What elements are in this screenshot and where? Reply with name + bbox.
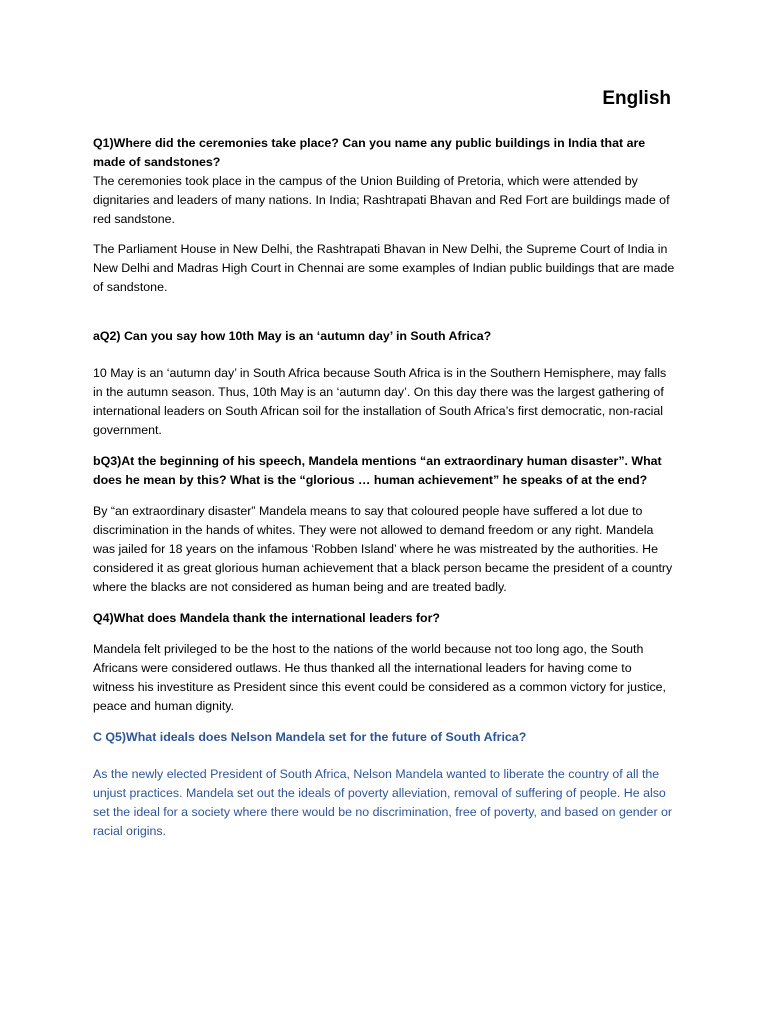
answer-1-paragraph-1: The ceremonies took place in the campus of the Union Building of Pretoria, which were attended by dignitaries and leaders of many nations. In India; Rashtrapati Bhavan and Red Fort are buildings made of red sandstone. [93, 174, 670, 226]
answer-2: 10 May is an ‘autumn day’ in South Africa because South Africa is in the Southern Hemisphere, may falls in the autumn season. Thus, 10th May is an ‘autumn day’. On this day there was the largest gathering of international leaders on South African soil for the installation of South Africa’s first democratic, non-racial government. [93, 366, 667, 437]
question-1: Q1)Where did the ceremonies take place? Can you name any public buildings in India that are made of sandstones? [93, 136, 646, 169]
answer-4: Mandela felt privileged to be the host to the nations of the world because not too long ago, the South Africans were considered outlaws. He thus thanked all the international leaders for having come to witness his investiture as President since this event could be considered as a common victory for justice, peace and human dignity. [93, 642, 666, 713]
question-2: aQ2) Can you say how 10th May is an ‘autumn day’ in South Africa? [93, 329, 492, 343]
answer-1-paragraph-2: The Parliament House in New Delhi, the Rashtrapati Bhavan in New Delhi, the Supreme Court of India in New Delhi and Madras High Court in Chennai are some examples of Indian public buildings that are made of sandstone. [93, 242, 675, 294]
page-title: English [602, 88, 671, 109]
question-5: C Q5)What ideals does Nelson Mandela set for the future of South Africa? [93, 730, 527, 744]
document-body [93, 134, 675, 841]
question-3: bQ3)At the beginning of his speech, Mandela mentions “an extraordinary human disaster”. What does he mean by this? What is the “glorious … human achievement” he speaks of at the end? [93, 454, 662, 487]
answer-3: By “an extraordinary disaster” Mandela means to say that coloured people have suffered a lot due to discrimination in the hands of whites. They were not allowed to demand freedom or any right. Mandela was jailed for 18 years on the infamous ‘Robben Island’ where he was mistreated by the authorities. He considered it as great glorious human achievement that a black person became the president of a country where the blacks are not considered as human being and are treated badly. [93, 504, 673, 594]
answer-5: As the newly elected President of South Africa, Nelson Mandela wanted to liberate the country of all the unjust practices. Mandela set out the ideals of poverty alleviation, removal of suffering of people. He also set the ideal for a society where there would be no discrimination, free of poverty, and based on gender or racial origins. [93, 767, 673, 838]
question-4: Q4)What does Mandela thank the international leaders for? [93, 611, 440, 625]
